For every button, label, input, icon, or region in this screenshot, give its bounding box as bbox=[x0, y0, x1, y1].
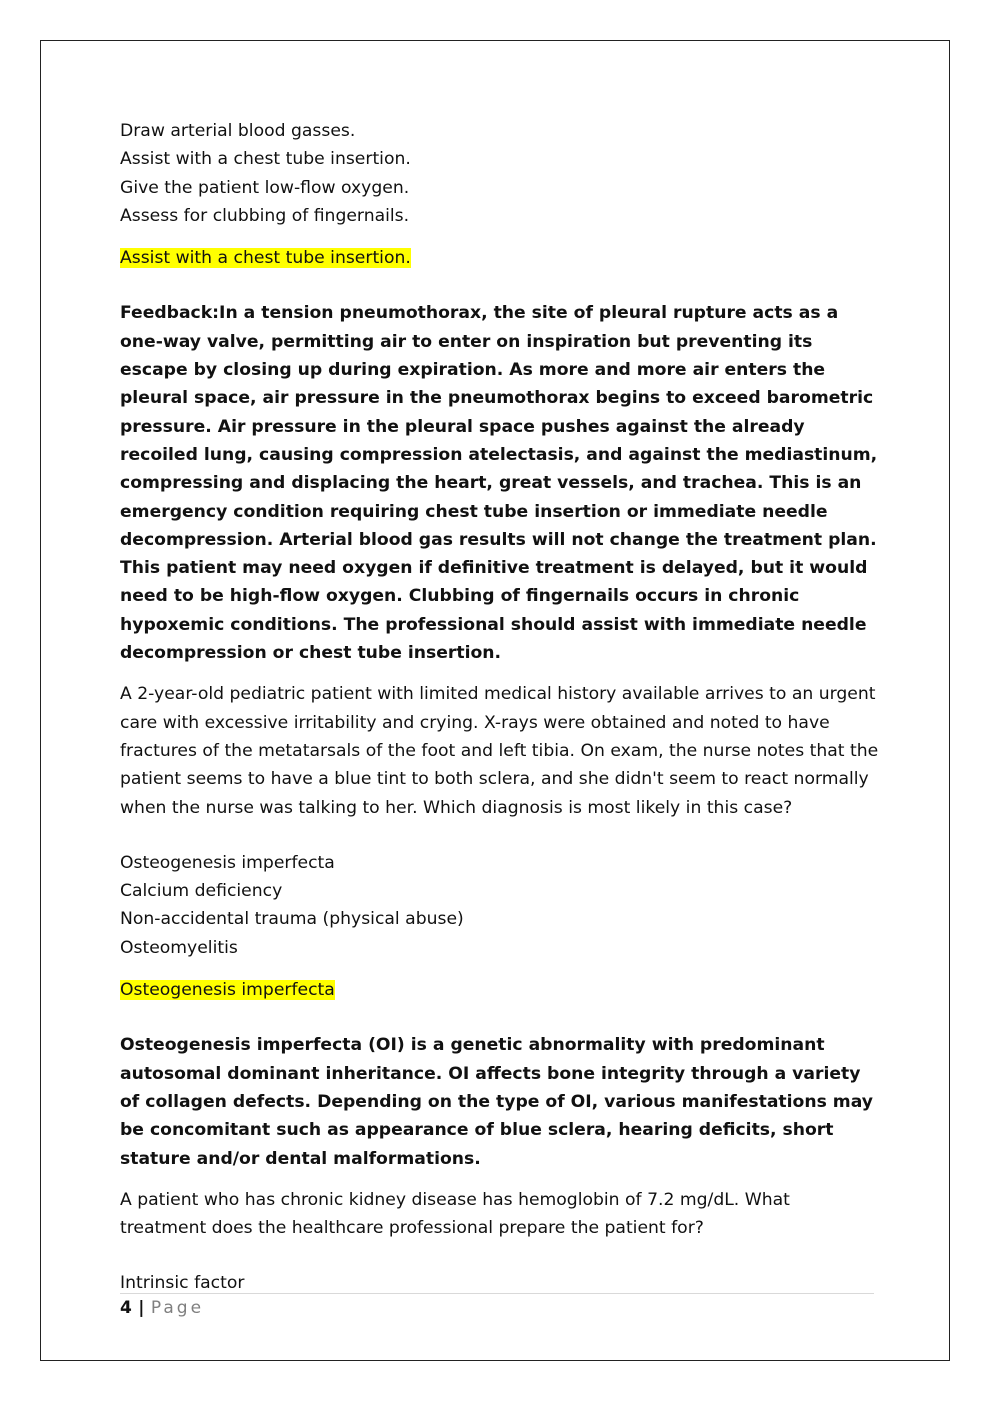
q1-options bbox=[120, 117, 880, 230]
q2-option-3: Non-accidental trauma (physical abuse) bbox=[120, 909, 464, 930]
q2-question: A 2-year-old pediatric patient with limited medical history available arrives to an urgent care with excessive irritability and crying. X-rays were obtained and noted to have fractures of the metatarsals of the foot and left tibia. On exam, the nurse notes that the patient seems to have a blue tint to both sclera, and she didn't seem to react normally when the nurse was talking to her. Which diagnosis is most likely in this case? bbox=[120, 684, 879, 818]
q1-option-2: Assist with a chest tube insertion. bbox=[120, 149, 411, 170]
footer-separator: | bbox=[138, 1298, 145, 1318]
q3-question: A patient who has chronic kidney disease has hemoglobin of 7.2 mg/dL. What treatment does the healthcare professional prepare the patient for? bbox=[120, 1189, 790, 1239]
q2-feedback: Osteogenesis imperfecta (OI) is a genetic abnormality with predominant autosomal dominant inheritance. OI affects bone integrity through a variety of collagen defects. Depending on the type of OI, various manifestations may be concomitant such as appearance of blue sclera, hearing deficits, short stature and/or dental malformations. bbox=[120, 1035, 873, 1169]
q2-option-1: Osteogenesis imperfecta bbox=[120, 852, 335, 873]
q1-answer-highlight: Assist with a chest tube insertion. bbox=[120, 248, 411, 269]
q1-option-4: Assess for clubbing of fingernails. bbox=[120, 205, 410, 226]
q1-option-1: Draw arterial blood gasses. bbox=[120, 121, 356, 141]
q2-answer-highlight: Osteogenesis imperfecta bbox=[120, 980, 335, 1001]
q2-options bbox=[120, 849, 880, 962]
page-number: 4 bbox=[120, 1298, 133, 1318]
document-body bbox=[120, 117, 880, 1298]
q3-option-1: Intrinsic factor bbox=[120, 1273, 245, 1294]
page-label: Page bbox=[150, 1298, 205, 1318]
q2-option-2: Calcium deficiency bbox=[120, 881, 283, 902]
q1-feedback: Feedback:In a tension pneumothorax, the site of pleural rupture acts as a one-way valve, permitting air to enter on inspiration but preventing its escape by closing up during expiration. As more and more air enters the pleural space, air pressure in the pneumothorax begins to exceed barometric pressure. Air pressure in the pleural space pushes against the already recoiled lung, causing compression atelectasis, and against the mediastinum, compressing and displacing the heart, great vessels, and trachea. This is an emergency condition requiring chest tube insertion or immediate needle decompression. Arterial blood gas results will not change the treatment plan. This patient may need oxygen if definitive treatment is delayed, but it would need to be high-flow oxygen. Clubbing of fingernails occurs in chronic hypoxemic conditions. The professional should assist with immediate needle decompression or chest tube insertion. bbox=[120, 303, 878, 664]
q1-option-3: Give the patient low-flow oxygen. bbox=[120, 177, 410, 198]
page-footer bbox=[120, 1296, 204, 1320]
q2-option-4: Osteomyelitis bbox=[120, 937, 238, 958]
footer-divider bbox=[120, 1293, 874, 1294]
